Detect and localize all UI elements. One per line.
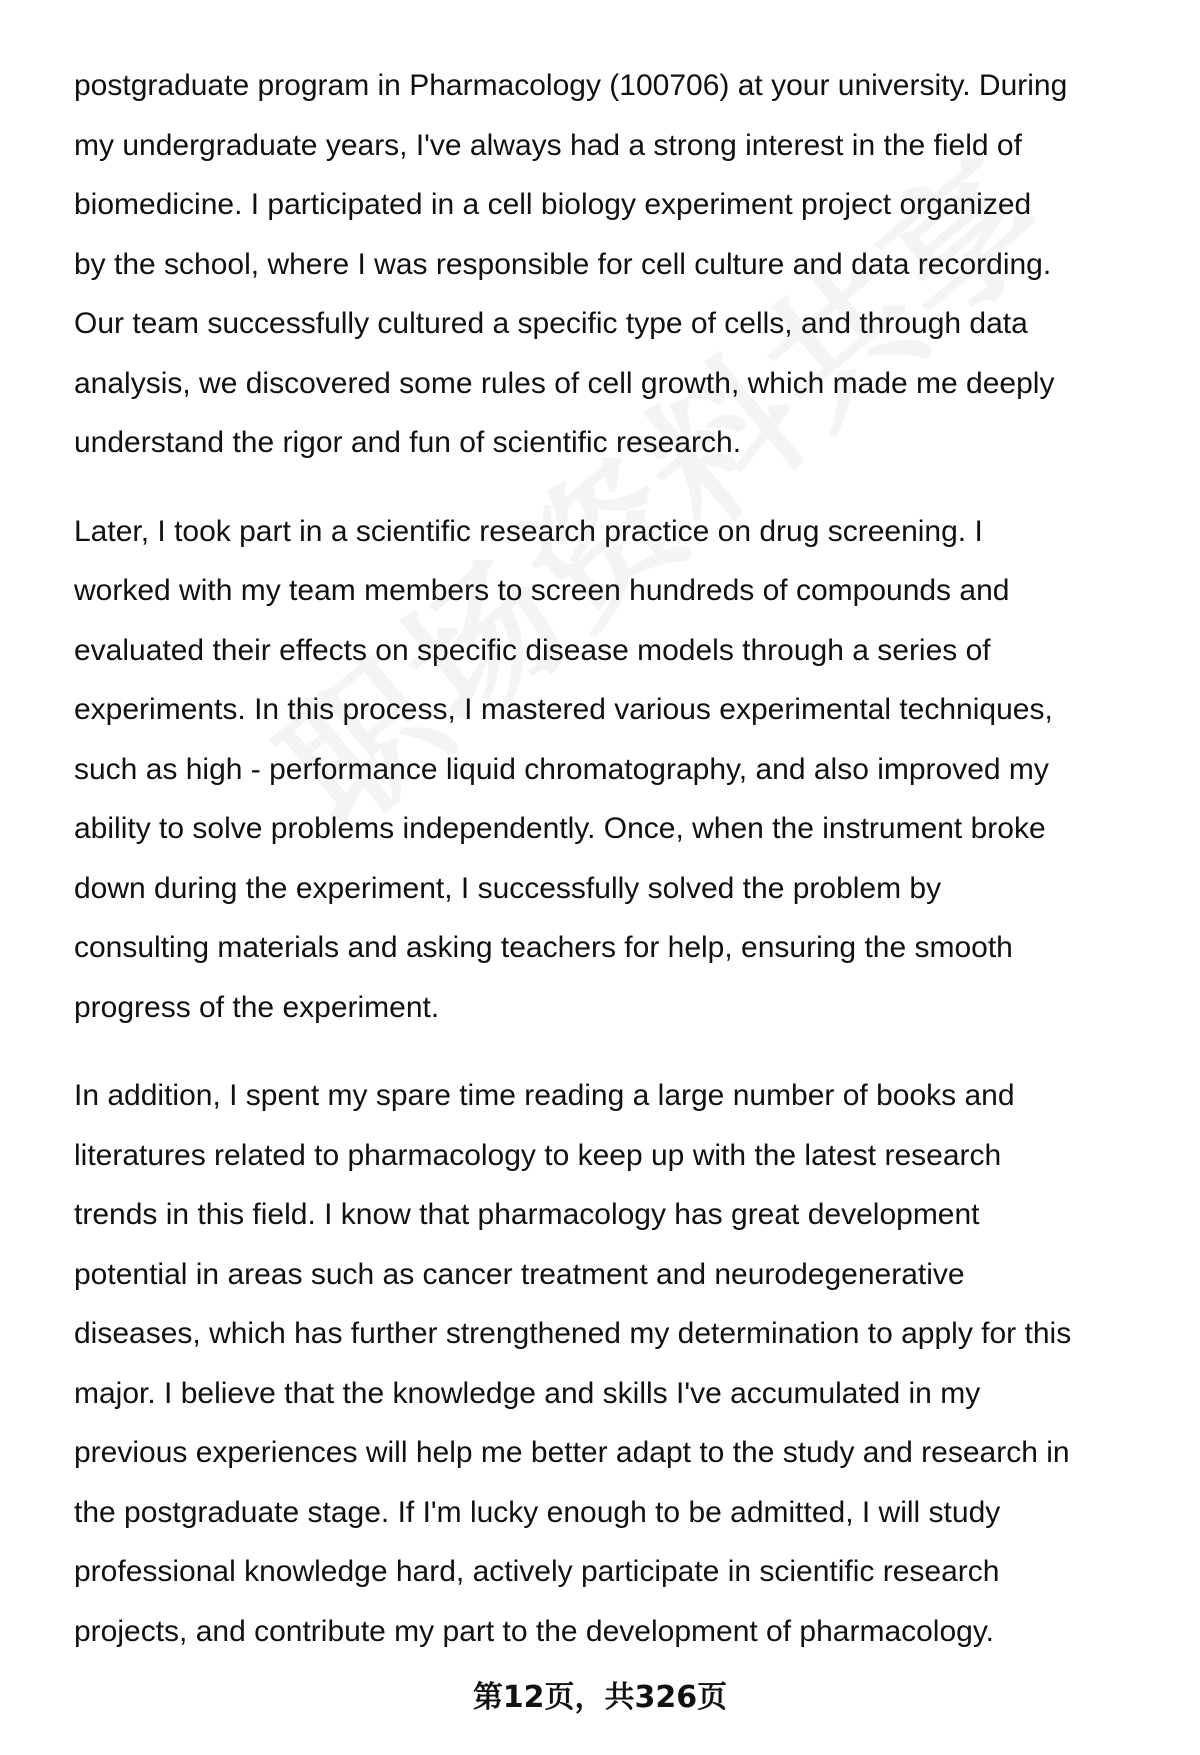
text-line: literatures related to pharmacology to keep up with the latest research: [74, 1138, 1002, 1172]
text-line: biomedicine. I participated in a cell biology experiment project organized: [74, 188, 1032, 221]
text-line: down during the experiment, I successfully solved the problem by: [74, 871, 942, 905]
text-line: Our team successfully cultured a specific type of cells, and through data: [74, 307, 1028, 340]
text-line: postgraduate program in Pharmacology (100706) at your university. During: [74, 69, 1068, 102]
text-line: projects, and contribute my part to the development of pharmacology.: [74, 1614, 994, 1648]
text-line: by the school, where I was responsible for cell culture and data recording.: [74, 247, 1052, 281]
text-line: experiments. In this process, I mastered various experimental techniques,: [74, 693, 1053, 726]
text-line: worked with my team members to screen hundreds of compounds and: [74, 574, 1010, 607]
text-line: professional knowledge hard, actively participate in scientific research: [74, 1555, 1000, 1588]
text-line: trends in this field. I know that pharmacology has great development: [74, 1198, 980, 1231]
text-line: In addition, I spent my spare time reading a large number of books and: [74, 1079, 1015, 1112]
text-line: progress of the experiment.: [74, 990, 440, 1024]
text-line: potential in areas such as cancer treatment and neurodegenerative: [74, 1257, 965, 1291]
text-line: previous experiences will help me better adapt to the study and research in: [74, 1436, 1070, 1469]
text-line: Later, I took part in a scientific research practice on drug screening. I: [74, 514, 983, 548]
text-line: ability to solve problems independently. Once, when the instrument broke: [74, 812, 1046, 845]
paragraph-3: [74, 1066, 1164, 1661]
page-number: 第12页，共326页: [472, 1680, 728, 1715]
text-line: consulting materials and asking teachers for help, ensuring the smooth: [74, 931, 1013, 964]
text-line: understand the rigor and fun of scientific research.: [74, 426, 742, 459]
document-body: [74, 56, 1164, 1690]
text-line: such as high - performance liquid chromatography, and also improved my: [74, 752, 1049, 786]
paragraph-2: [74, 502, 1164, 1038]
text-line: evaluated their effects on specific disease models through a series of: [74, 633, 991, 667]
paragraph-1: [74, 56, 1164, 473]
text-line: analysis, we discovered some rules of cell growth, which made me deeply: [74, 366, 1055, 400]
text-line: my undergraduate years, I've always had a strong interest in the field of: [74, 128, 1022, 162]
text-line: diseases, which has further strengthened my determination to apply for this: [74, 1317, 1072, 1350]
text-line: the postgraduate stage. If I'm lucky enough to be admitted, I will study: [74, 1495, 1001, 1529]
text-line: major. I believe that the knowledge and skills I've accumulated in my: [74, 1376, 981, 1410]
